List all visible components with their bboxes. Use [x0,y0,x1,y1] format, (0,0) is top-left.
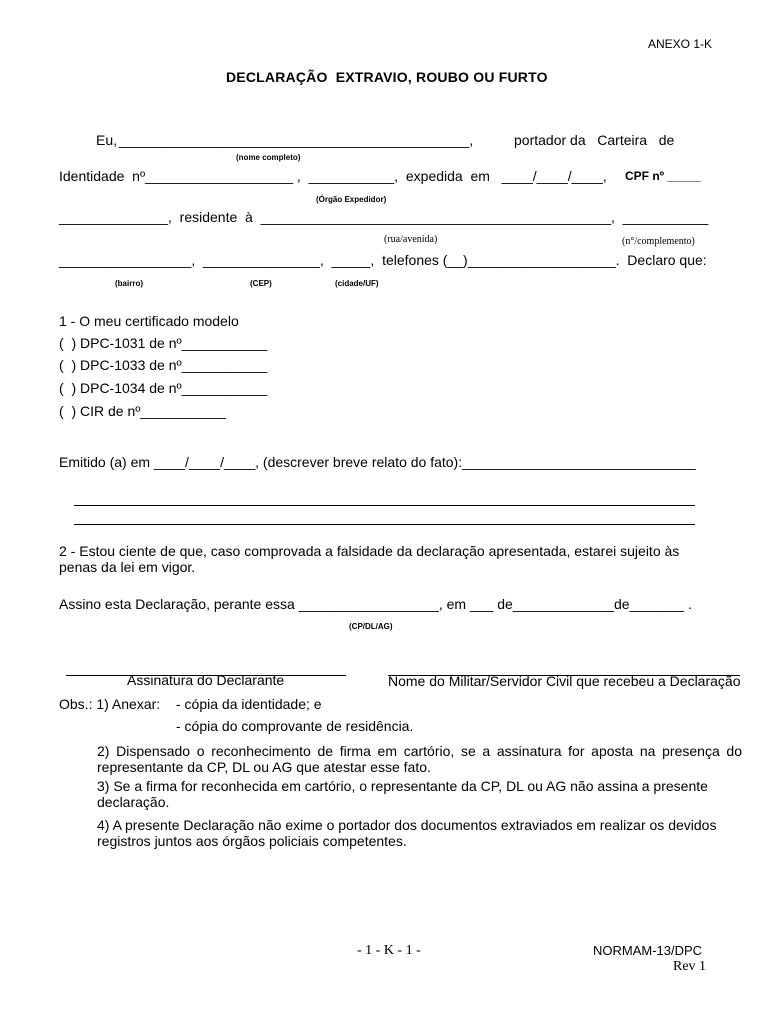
note-4: 4) A presente Declaração não exime o portador dos documentos extraviados em realizar os devidos registros juntos aos órgãos policiais competentes. [97,817,717,849]
option-cir: ( ) CIR de nº___________ [59,403,227,419]
name-line-prefix: Eu, [96,132,118,148]
norm-reference: NORMAM-13/DPC [593,943,703,958]
attach-identity: - cópia da identidade; e [176,696,322,712]
caption-zip: (CEP) [250,279,272,288]
revision: Rev 1 [673,959,707,974]
awareness-statement: 2 - Estou ciente de que, caso comprovada a falsidade da declaração apresentada, estarei sujeito às penas da lei em vigor. [59,543,680,575]
note-3: 3) Se a firma for reconhecida em cartório, o representante da CP, DL ou AG não assina a presente declaração. [97,778,708,810]
caption-number: (n°/complemento) [622,236,695,247]
caption-full-name: (nome completo) [236,153,301,162]
annex-label: ANEXO 1-K [648,37,713,51]
sign-statement: Assino esta Declaração, perante essa __________________, em ___ de_____________de_______ . [59,596,692,612]
address-line: _________________, _______________, _____, telefones (__)___________________. Declaro que: [59,252,707,268]
option-dpc-1034: ( ) DPC-1034 de nº___________ [59,380,268,396]
notes-label: Obs.: 1) Anexar: [59,696,161,712]
description-line-1 [74,505,695,506]
description-line-2 [74,524,695,525]
attach-residence: - cópia do comprovante de residência. [176,718,414,734]
name-blank: _____________________________________________, [119,132,474,148]
caption-issuer: (Órgão Expedidor) [316,195,387,204]
receiver-signature-label: Nome do Militar/Servidor Civil que recebeu a Declaração [388,673,741,689]
option-dpc-1033: ( ) DPC-1033 de nº___________ [59,357,268,373]
cpf-field: CPF nº _____ [625,169,701,183]
caption-district: (bairro) [115,279,143,288]
option-dpc-1031: ( ) DPC-1031 de nº___________ [59,335,268,351]
bearer-text: portador da Carteira de [514,132,675,148]
document-title: DECLARAÇÃO EXTRAVIO, ROUBO OU FURTO [226,69,548,85]
note-2 [97,743,742,775]
declarant-signature-label: Assinatura do Declarante [127,672,285,688]
issued-line: Emitido (a) em ____/____/____, (descrever breve relato do fato):______________________________ [59,454,696,470]
note-2-text: 2) Dispensado o reconhecimento de firma em cartório, se a assinatura for aposta na presença do representante da CP, DL ou AG que atestar esse fato. [97,743,742,775]
identity-line: Identidade nº___________________ , ___________, expedida em ____/____/____, [59,168,607,184]
caption-authority: (CP/DL/AG) [349,622,393,631]
residence-line: ______________, residente à _____________________________________________, ___________ [59,209,709,225]
caption-street: (rua/avenida) [384,234,438,245]
caption-city: (cidade/UF) [335,279,379,288]
certificate-heading: 1 - O meu certificado modelo [59,313,239,329]
page-number: - 1 - K - 1 - [357,943,421,958]
